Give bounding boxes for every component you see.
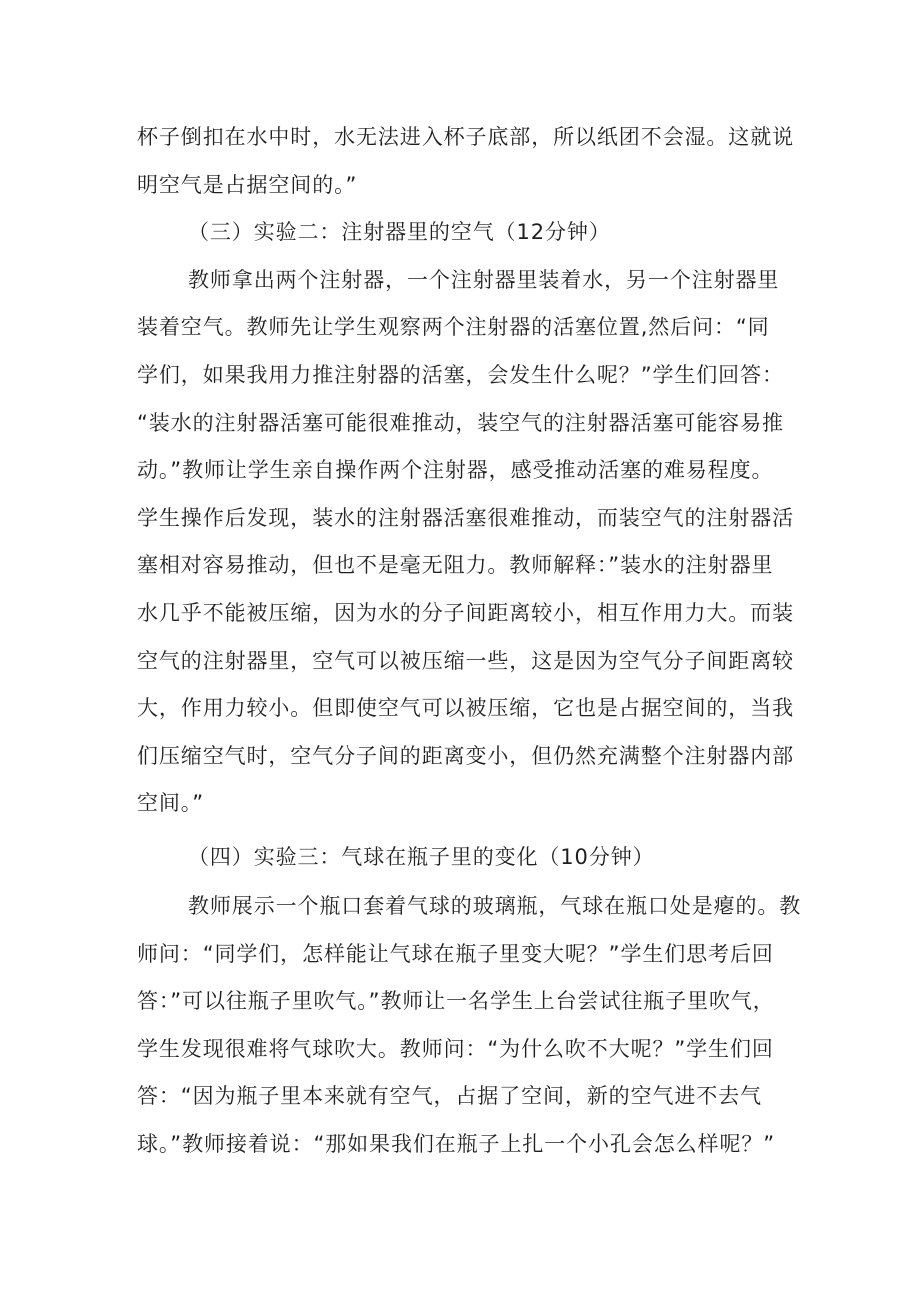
paragraph-line: 明空气是占据空间的。” [137, 173, 358, 197]
paragraph-line: 塞相对容易推动，但也不是毫无阻力。教师解释：”装水的注射器里 [137, 553, 774, 577]
paragraph-line: 师问：“同学们，怎样能让气球在瓶子里变大呢？”学生们思考后回 [137, 942, 774, 966]
paragraph-line: 学生操作后发现，装水的注射器活塞很难推动，而装空气的注射器活 [137, 506, 794, 530]
paragraph-line: “装水的注射器活塞可能很难推动，装空气的注射器活塞可能容易推 [137, 411, 784, 435]
paragraph-line: 球。”教师接着说：“那如果我们在瓶子上扎一个小孔会怎么样呢？” [137, 1132, 776, 1156]
paragraph-line: 水几乎不能被压缩，因为水的分子间距离较小，相互作用力大。而装 [137, 601, 794, 625]
paragraph-line: 空间。” [137, 791, 204, 815]
paragraph-line: 答：”可以往瓶子里吹气。”教师让一名学生上台尝试往瓶子里吹气， [137, 989, 775, 1013]
paragraph-line: 学们，如果我用力推注射器的活塞，会发生什么呢？”学生们回答： [137, 363, 784, 387]
section-heading-experiment-2: （三）实验二：注射器里的空气（12分钟） [188, 220, 611, 244]
section-heading-experiment-3: （四）实验三：气球在瓶子里的变化（10分钟） [188, 845, 655, 869]
paragraph-line: 动。”教师让学生亲自操作两个注射器，感受推动活塞的难易程度。 [137, 458, 774, 482]
paragraph-line: 空气的注射器里，空气可以被压缩一些，这是因为空气分子间距离较 [137, 649, 794, 673]
paragraph-line: 杯子倒扣在水中时，水无法进入杯子底部，所以纸团不会湿。这就说 [137, 125, 794, 149]
paragraph-line: 教师展示一个瓶口套着气球的玻璃瓶，气球在瓶口处是瘪的。教 [188, 894, 802, 918]
paragraph-line: 答：“因为瓶子里本来就有空气，占据了空间，新的空气进不去气 [137, 1084, 762, 1108]
paragraph-line: 教师拿出两个注射器，一个注射器里装着水，另一个注射器里 [188, 268, 780, 292]
paragraph-line: 装着空气。教师先让学生观察两个注射器的活塞位置,然后问：“同 [137, 315, 770, 339]
paragraph-line: 学生发现很难将气球吹大。教师问：“为什么吹不大呢？”学生们回 [137, 1037, 774, 1061]
paragraph-line: 们压缩空气时，空气分子间的距离变小，但仍然充满整个注射器内部 [137, 744, 794, 768]
paragraph-line: 大，作用力较小。但即使空气可以被压缩，它也是占据空间的，当我 [137, 696, 794, 720]
